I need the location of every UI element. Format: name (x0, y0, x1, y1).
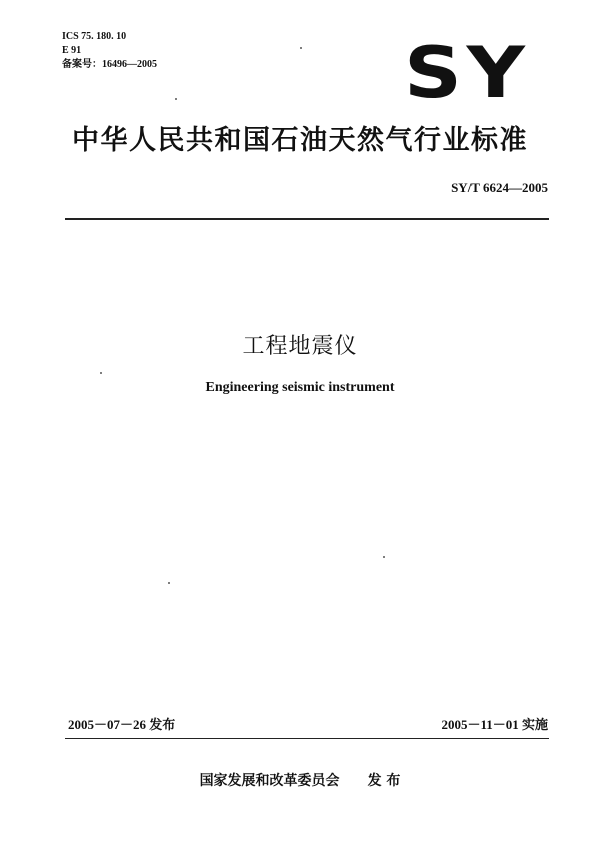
document-title-chinese: 工程地震仪 (242, 334, 358, 359)
sy-logo: SY (404, 32, 530, 114)
scan-speck (175, 98, 177, 100)
scan-speck (300, 47, 302, 49)
issuer-name: 国家发展和改革委员会 (199, 773, 340, 789)
issuer-action: 发 布 (367, 773, 401, 789)
effective-date: 2005－11－01 实施 (441, 717, 548, 732)
scan-speck (168, 582, 170, 584)
standard-number: SY/T 6624—2005 (451, 180, 548, 195)
classification-code: E 91 (62, 45, 82, 56)
scan-speck (383, 556, 385, 558)
scan-speck (100, 372, 102, 374)
issuer-line (0, 770, 600, 790)
top-divider (65, 218, 549, 220)
release-date: 2005－07－26 发布 (68, 717, 176, 732)
bottom-divider (65, 738, 549, 739)
issuing-standard-category: 中华人民共和国石油天然气行业标准 (72, 125, 528, 156)
ics-code: ICS 75. 180. 10 (62, 31, 127, 42)
document-title-english: Engineering seismic instrument (205, 380, 395, 395)
classification-block (62, 30, 157, 72)
record-number: 备案号：16496—2005 (62, 59, 157, 70)
